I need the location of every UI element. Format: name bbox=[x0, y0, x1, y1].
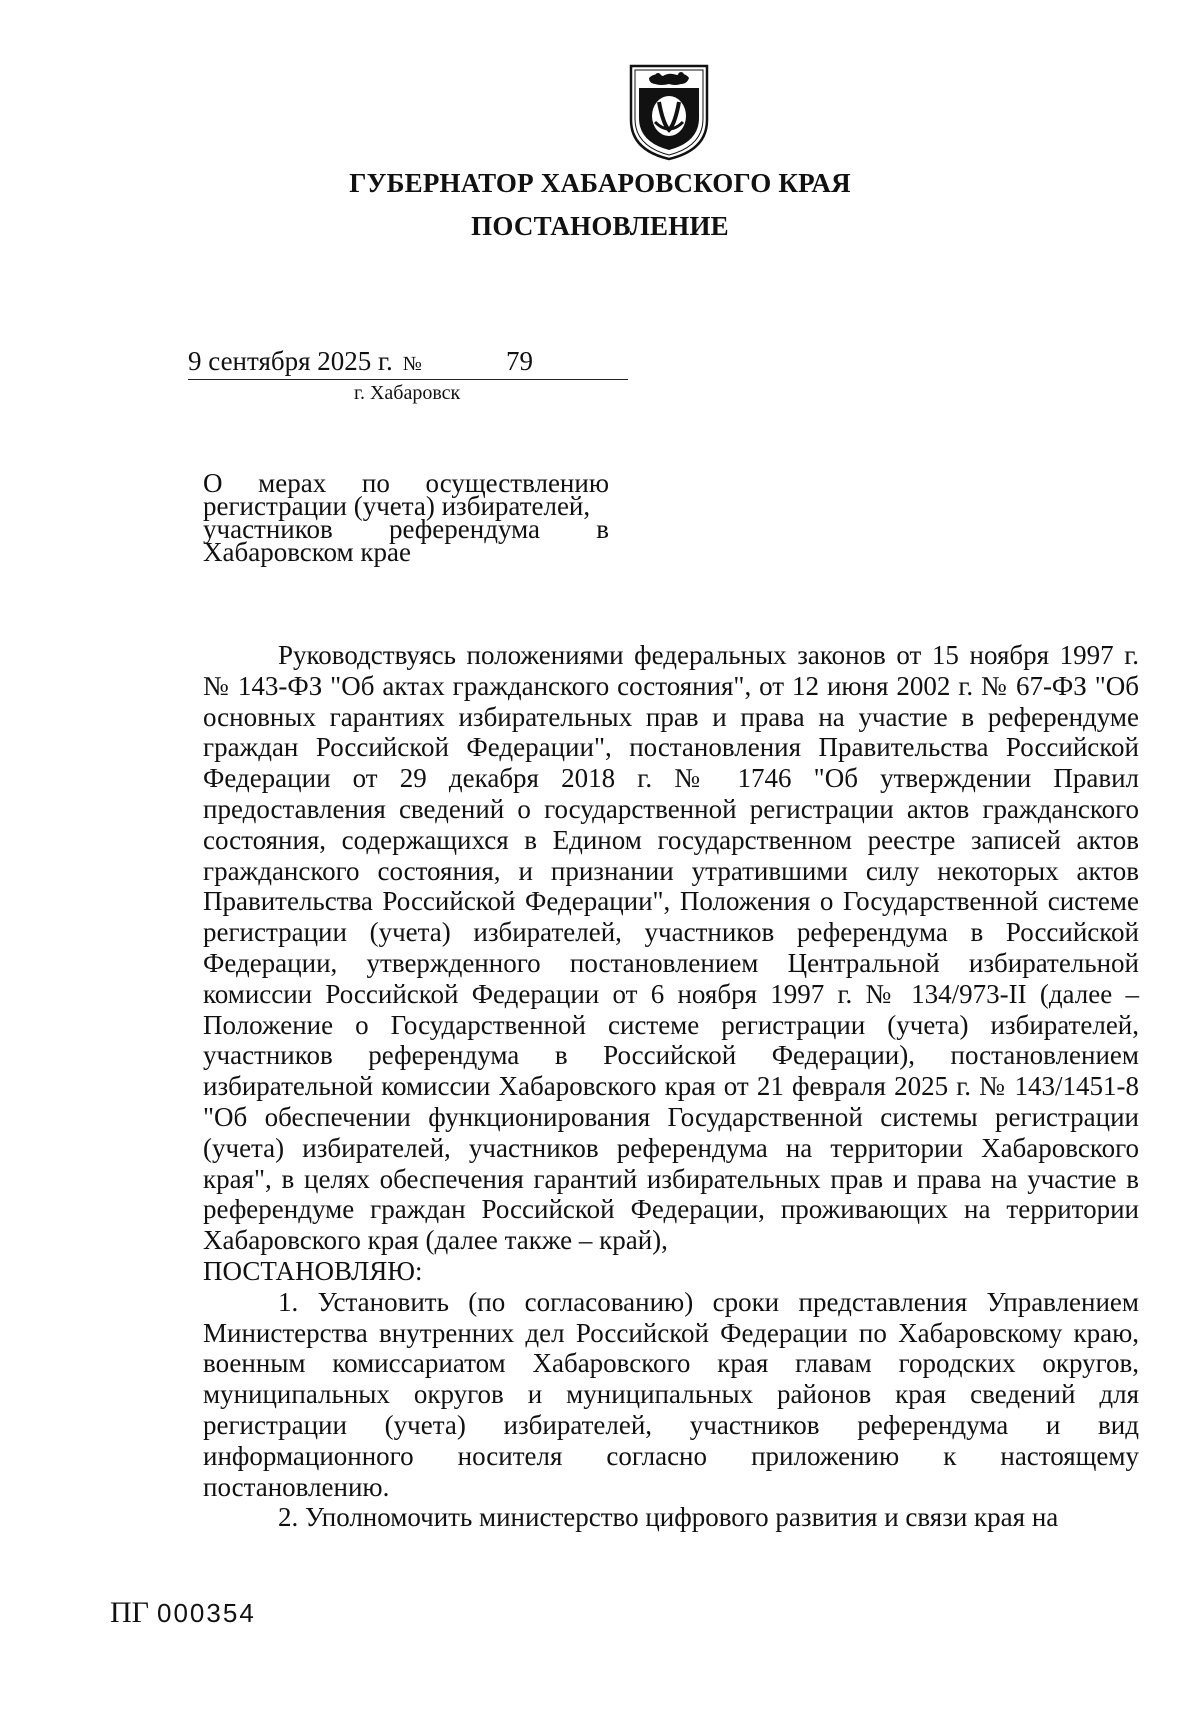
coat-of-arms-icon bbox=[627, 62, 711, 162]
preamble-paragraph: Руководствуясь положениями федеральных законов от 15 ноября 1997 г. № 143-ФЗ "Об актах гражданского состояния", от 12 июня 2002 г. № 67-ФЗ "Об основных гарантиях избирательных прав и права на участие в референдуме граждан Российской Федерации", постановления Правительства Российской Федерации от 29 декабря 2018 г. № 1746 "Об утверждении Правил предоставления сведений о государственной регистрации актов гражданского состояния, содержащихся в Едином государственном реестре записей актов гражданского состояния, и признании утратившими силу некоторых актов Правительства Российской Федерации", Положения о Государственной системе регистрации (учета) избирателей, участников референдума в Российской Федерации, утвержденного постановлением Центральной избирательной комиссии Российской Федерации от 6 ноября 1997 г. № 134/973-II (далее – Положение о Государственной системе регистрации (учета) избирателей, участников референдума в Российской Федерации), постановлением избирательной комиссии Хабаровского края от 21 февраля 2025 г. № 143/1451-8 "Об обеспечении функционирования Государственной системы регистрации (учета) избирателей, участников референдума на территории Хабаровского края", в целях обеспечения гарантий избирательных прав и права на участие в референдуме граждан Российской Федерации, проживающих на территории Хабаровского края (далее также – край), bbox=[203, 640, 1139, 1256]
number-sign: № bbox=[402, 353, 422, 375]
document-type-title: ПОСТАНОВЛЕНИЕ bbox=[471, 211, 729, 241]
subject-line: Хабаровском крае bbox=[203, 537, 411, 567]
document-city: г. Хабаровск bbox=[354, 382, 461, 404]
form-series: ПГ bbox=[110, 1596, 150, 1629]
document-body bbox=[203, 640, 1139, 1533]
subject-line: О мерах по осуществлению bbox=[203, 468, 609, 498]
document-number: 79 bbox=[506, 346, 533, 376]
form-serial-number bbox=[110, 1596, 256, 1630]
decree-word: ПОСТАНОВЛЯЮ: bbox=[203, 1255, 423, 1286]
document-subject bbox=[203, 468, 609, 567]
item-1-paragraph: 1. Установить (по согласованию) сроки представления Управлением Министерства внутренних дел Российской Федерации по Хабаровскому краю, военным комиссариатом Хабаровского края главам городских округов, муниципальных округов и муниципальных районов края сведений для регистрации (учета) избирателей, участников референдума и вид информационного носителя согласно приложению к настоящему постановлению. bbox=[203, 1286, 1139, 1502]
document-authority-title: ГУБЕРНАТОР ХАБАРОВСКОГО КРАЯ bbox=[349, 168, 851, 198]
item-2-paragraph: 2. Уполномочить министерство цифрового развития и связи края на bbox=[278, 1502, 1059, 1533]
document-date: 9 сентября 2025 г. bbox=[188, 346, 393, 376]
subject-line: участников референдума в bbox=[203, 514, 609, 544]
subject-line: регистрации (учета) избирателей, bbox=[203, 491, 591, 521]
form-serial: 000354 bbox=[157, 1598, 256, 1628]
date-number-line bbox=[188, 343, 628, 380]
